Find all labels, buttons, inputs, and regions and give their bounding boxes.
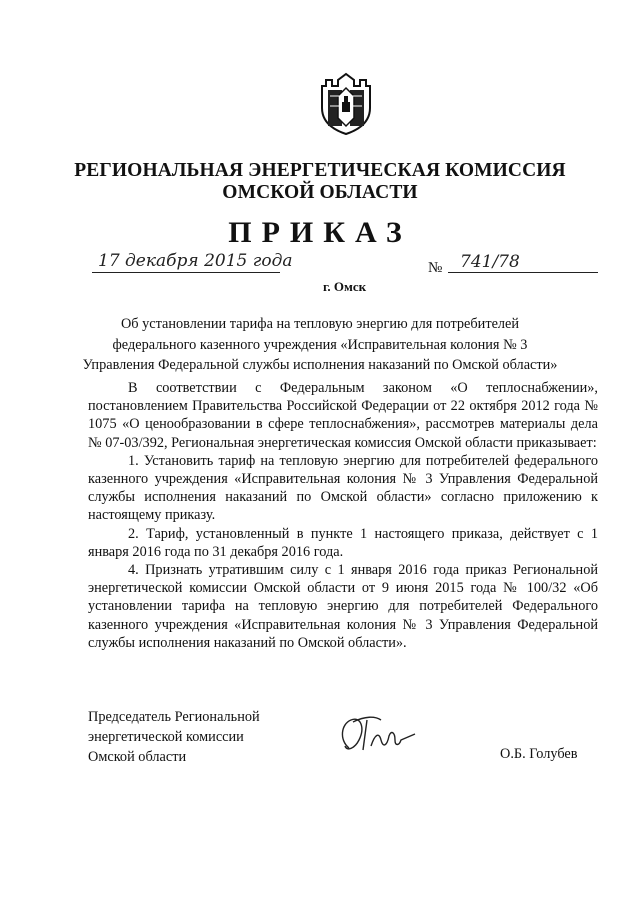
subject-line: Управления Федеральной службы исполнения наказаний по Омской области» xyxy=(82,357,558,373)
date-underline xyxy=(92,272,280,273)
org-title-line1: РЕГИОНАЛЬНАЯ ЭНЕРГЕТИЧЕСКАЯ КОМИССИЯ xyxy=(74,160,566,181)
position-line: Омской области xyxy=(88,749,187,765)
order-item-2: 2. Тариф, установленный в пункте 1 настоящего приказа, действует с 1 января 2016 года по 31 декабря 2016 года. xyxy=(88,525,598,560)
signer-position xyxy=(88,707,260,767)
org-title-line2: ОМСКОЙ ОБЛАСТИ xyxy=(222,182,418,203)
order-subject xyxy=(80,314,560,376)
order-body xyxy=(88,379,598,652)
number-label: № xyxy=(428,260,443,276)
coat-of-arms-emblem xyxy=(318,72,374,136)
preamble-paragraph: В соответствии с Федеральным законом «О теплоснабжении», постановлением Правительства Российской Федерации от 22 октября 2012 года № 1075 «О ценообразовании в сфере теплоснабжения», рассмотрев материалы дела № 07-03/392, Региональная энергетическая комиссия Омской области приказывает: xyxy=(88,380,598,451)
handwritten-number: 741/78 xyxy=(460,252,520,272)
signer-name: О.Б. Голубев xyxy=(500,746,578,762)
handwritten-signature xyxy=(335,710,425,760)
number-underline xyxy=(448,272,598,273)
position-line: Председатель Региональной xyxy=(88,709,260,725)
position-line: энергетической комиссии xyxy=(88,729,244,745)
document-type-heading: ПРИКАЗ xyxy=(228,216,412,249)
city-label: г. Омск xyxy=(323,279,367,294)
subject-line: федерального казенного учреждения «Исправительная колония № 3 xyxy=(112,336,528,353)
handwritten-date: 17 декабря 2015 года xyxy=(98,251,293,271)
order-item-4: 4. Признать утратившим силу с 1 января 2016 года приказ Региональной энергетической комиссии Омской области от 9 июня 2015 года № 100/32 «Об установлении тарифа на тепловую энергию для потребителей Федерального казенного учреждения «Исправительная колония № 3 Управления Федеральной службы исполнения наказаний по Омской области». xyxy=(88,562,598,651)
order-item-1: 1. Установить тариф на тепловую энергию для потребителей федерального казенного учреждения «Исправительная колония № 3 Управления Федеральной службы исполнения наказаний по Омской области» согласно приложению к настоящему приказу. xyxy=(88,452,598,524)
subject-line: Об установлении тарифа на тепловую энергию для потребителей xyxy=(120,316,520,332)
